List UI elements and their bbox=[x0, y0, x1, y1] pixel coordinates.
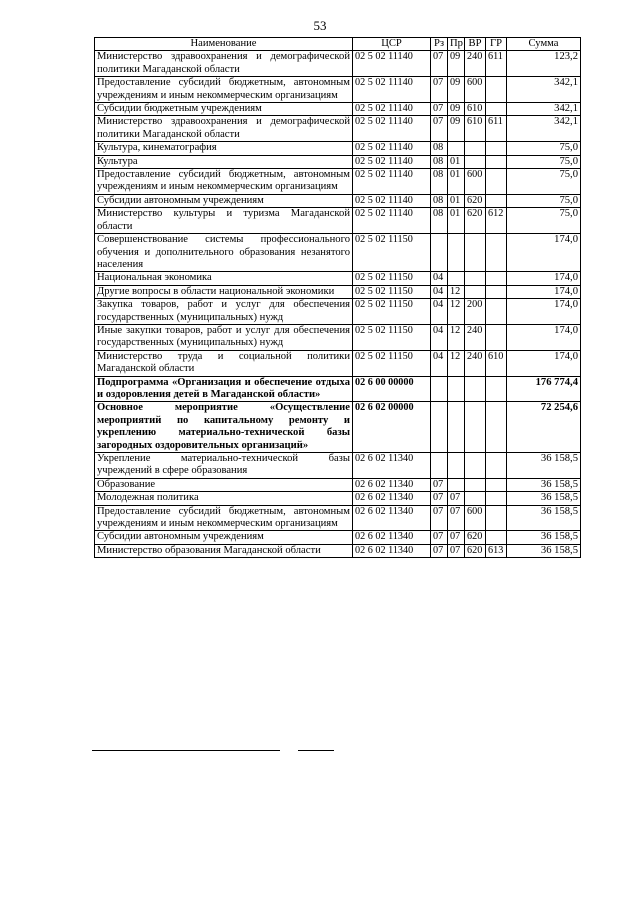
cell-pr: 09 bbox=[448, 116, 465, 142]
cell-vr: 240 bbox=[465, 51, 486, 77]
cell-gr: 610 bbox=[486, 350, 507, 376]
cell-csr: 02 6 02 00000 bbox=[353, 402, 431, 453]
cell-csr: 02 5 02 11140 bbox=[353, 77, 431, 103]
cell-rz: 07 bbox=[431, 478, 448, 491]
cell-rz: 07 bbox=[431, 531, 448, 544]
cell-name: Культура bbox=[95, 155, 353, 168]
cell-vr bbox=[465, 453, 486, 479]
cell-pr: 12 bbox=[448, 350, 465, 376]
cell-name: Молодежная политика bbox=[95, 492, 353, 505]
cell-gr bbox=[486, 453, 507, 479]
cell-name: Укрепление материально-технической базы учреждений в сфере образования bbox=[95, 453, 353, 479]
cell-sum: 174,0 bbox=[507, 324, 581, 350]
col-header-vr: ВР bbox=[465, 38, 486, 51]
table-row bbox=[95, 77, 581, 103]
cell-pr bbox=[448, 234, 465, 272]
cell-gr bbox=[486, 376, 507, 402]
cell-rz bbox=[431, 453, 448, 479]
table-row bbox=[95, 505, 581, 531]
cell-pr bbox=[448, 376, 465, 402]
cell-vr: 600 bbox=[465, 505, 486, 531]
cell-rz: 04 bbox=[431, 350, 448, 376]
cell-vr bbox=[465, 285, 486, 298]
cell-sum: 75,0 bbox=[507, 208, 581, 234]
cell-name: Субсидии автономным учреждениям bbox=[95, 531, 353, 544]
table-row bbox=[95, 116, 581, 142]
table-row bbox=[95, 169, 581, 195]
cell-vr bbox=[465, 272, 486, 285]
cell-sum: 36 158,5 bbox=[507, 492, 581, 505]
table-row bbox=[95, 142, 581, 155]
cell-vr: 240 bbox=[465, 350, 486, 376]
cell-sum: 36 158,5 bbox=[507, 453, 581, 479]
cell-name: Предоставление субсидий бюджетным, автономным учреждениям и иным некоммерческим организациям bbox=[95, 77, 353, 103]
cell-gr: 611 bbox=[486, 116, 507, 142]
table-row bbox=[95, 492, 581, 505]
cell-csr: 02 5 02 11150 bbox=[353, 324, 431, 350]
cell-pr bbox=[448, 142, 465, 155]
cell-gr bbox=[486, 478, 507, 491]
cell-vr bbox=[465, 492, 486, 505]
cell-rz: 07 bbox=[431, 51, 448, 77]
table-row bbox=[95, 324, 581, 350]
cell-name: Министерство труда и социальной политики Магаданской области bbox=[95, 350, 353, 376]
cell-vr: 600 bbox=[465, 169, 486, 195]
cell-gr: 612 bbox=[486, 208, 507, 234]
cell-sum: 342,1 bbox=[507, 77, 581, 103]
cell-name: Предоставление субсидий бюджетным, автономным учреждениям и иным некоммерческим организациям bbox=[95, 169, 353, 195]
cell-name: Иные закупки товаров, работ и услуг для обеспечения государственных (муниципальных) нужд bbox=[95, 324, 353, 350]
cell-vr: 600 bbox=[465, 77, 486, 103]
table-row bbox=[95, 272, 581, 285]
cell-csr: 02 6 00 00000 bbox=[353, 376, 431, 402]
cell-name: Министерство образования Магаданской области bbox=[95, 544, 353, 557]
cell-name: Министерство здравоохранения и демографической политики Магаданской области bbox=[95, 116, 353, 142]
table-row bbox=[95, 402, 581, 453]
cell-pr bbox=[448, 402, 465, 453]
cell-rz bbox=[431, 234, 448, 272]
cell-gr bbox=[486, 285, 507, 298]
cell-pr: 01 bbox=[448, 155, 465, 168]
cell-gr bbox=[486, 103, 507, 116]
cell-pr: 09 bbox=[448, 77, 465, 103]
cell-rz: 07 bbox=[431, 544, 448, 557]
table-row bbox=[95, 531, 581, 544]
cell-csr: 02 5 02 11150 bbox=[353, 350, 431, 376]
cell-gr: 611 bbox=[486, 51, 507, 77]
cell-name: Совершенствование системы профессионального обучения и дополнительного образования незанятого населения bbox=[95, 234, 353, 272]
cell-rz: 08 bbox=[431, 208, 448, 234]
cell-csr: 02 5 02 11140 bbox=[353, 169, 431, 195]
table-row bbox=[95, 350, 581, 376]
cell-pr bbox=[448, 272, 465, 285]
cell-csr: 02 5 02 11140 bbox=[353, 155, 431, 168]
cell-sum: 174,0 bbox=[507, 299, 581, 325]
cell-csr: 02 5 02 11150 bbox=[353, 285, 431, 298]
cell-rz: 08 bbox=[431, 155, 448, 168]
cell-gr bbox=[486, 142, 507, 155]
cell-vr: 610 bbox=[465, 103, 486, 116]
cell-csr: 02 6 02 11340 bbox=[353, 492, 431, 505]
cell-name: Национальная экономика bbox=[95, 272, 353, 285]
cell-sum: 75,0 bbox=[507, 142, 581, 155]
cell-sum: 36 158,5 bbox=[507, 505, 581, 531]
cell-vr: 200 bbox=[465, 299, 486, 325]
cell-gr bbox=[486, 492, 507, 505]
cell-pr: 07 bbox=[448, 544, 465, 557]
cell-vr bbox=[465, 478, 486, 491]
col-header-sum: Сумма bbox=[507, 38, 581, 51]
cell-vr: 620 bbox=[465, 531, 486, 544]
cell-sum: 176 774,4 bbox=[507, 376, 581, 402]
cell-rz: 08 bbox=[431, 169, 448, 195]
cell-sum: 75,0 bbox=[507, 155, 581, 168]
cell-vr bbox=[465, 402, 486, 453]
cell-sum: 36 158,5 bbox=[507, 544, 581, 557]
cell-name: Культура, кинематография bbox=[95, 142, 353, 155]
footer-rule-short bbox=[298, 750, 334, 751]
table-row bbox=[95, 285, 581, 298]
cell-vr bbox=[465, 376, 486, 402]
cell-csr: 02 6 02 11340 bbox=[353, 505, 431, 531]
cell-gr bbox=[486, 77, 507, 103]
cell-rz: 08 bbox=[431, 194, 448, 207]
table-row bbox=[95, 376, 581, 402]
cell-pr: 09 bbox=[448, 51, 465, 77]
cell-name: Субсидии бюджетным учреждениям bbox=[95, 103, 353, 116]
cell-csr: 02 5 02 11150 bbox=[353, 272, 431, 285]
cell-rz bbox=[431, 402, 448, 453]
cell-gr bbox=[486, 155, 507, 168]
cell-rz bbox=[431, 376, 448, 402]
col-header-gr: ГР bbox=[486, 38, 507, 51]
cell-sum: 342,1 bbox=[507, 103, 581, 116]
cell-csr: 02 5 02 11150 bbox=[353, 234, 431, 272]
cell-gr bbox=[486, 324, 507, 350]
cell-csr: 02 6 02 11340 bbox=[353, 478, 431, 491]
cell-rz: 07 bbox=[431, 116, 448, 142]
cell-csr: 02 5 02 11140 bbox=[353, 103, 431, 116]
table-row bbox=[95, 299, 581, 325]
cell-name: Предоставление субсидий бюджетным, автономным учреждениям и иным некоммерческим организациям bbox=[95, 505, 353, 531]
cell-name: Другие вопросы в области национальной экономики bbox=[95, 285, 353, 298]
cell-sum: 123,2 bbox=[507, 51, 581, 77]
cell-gr bbox=[486, 299, 507, 325]
cell-csr: 02 5 02 11140 bbox=[353, 208, 431, 234]
cell-vr bbox=[465, 155, 486, 168]
cell-csr: 02 5 02 11140 bbox=[353, 142, 431, 155]
cell-gr bbox=[486, 169, 507, 195]
cell-rz: 04 bbox=[431, 272, 448, 285]
cell-gr bbox=[486, 531, 507, 544]
cell-pr: 01 bbox=[448, 169, 465, 195]
table-row bbox=[95, 478, 581, 491]
budget-table bbox=[94, 37, 581, 558]
cell-vr: 620 bbox=[465, 194, 486, 207]
cell-pr bbox=[448, 478, 465, 491]
cell-gr bbox=[486, 272, 507, 285]
table-row bbox=[95, 51, 581, 77]
col-header-name: Наименование bbox=[95, 38, 353, 51]
cell-pr: 07 bbox=[448, 531, 465, 544]
cell-csr: 02 6 02 11340 bbox=[353, 453, 431, 479]
cell-pr: 09 bbox=[448, 103, 465, 116]
cell-name: Министерство культуры и туризма Магаданской области bbox=[95, 208, 353, 234]
cell-rz: 08 bbox=[431, 142, 448, 155]
cell-rz: 07 bbox=[431, 492, 448, 505]
cell-rz: 07 bbox=[431, 103, 448, 116]
cell-sum: 36 158,5 bbox=[507, 531, 581, 544]
cell-pr: 01 bbox=[448, 194, 465, 207]
cell-gr bbox=[486, 234, 507, 272]
cell-sum: 36 158,5 bbox=[507, 478, 581, 491]
cell-name: Подпрограмма «Организация и обеспечение отдыха и оздоровления детей в Магаданской области» bbox=[95, 376, 353, 402]
cell-gr: 613 bbox=[486, 544, 507, 557]
table-row bbox=[95, 453, 581, 479]
cell-name: Субсидии автономным учреждениям bbox=[95, 194, 353, 207]
cell-sum: 75,0 bbox=[507, 194, 581, 207]
cell-vr bbox=[465, 234, 486, 272]
cell-vr bbox=[465, 142, 486, 155]
cell-name: Министерство здравоохранения и демографической политики Магаданской области bbox=[95, 51, 353, 77]
table-row bbox=[95, 194, 581, 207]
cell-sum: 174,0 bbox=[507, 272, 581, 285]
table-row bbox=[95, 208, 581, 234]
cell-csr: 02 5 02 11140 bbox=[353, 51, 431, 77]
cell-rz: 04 bbox=[431, 285, 448, 298]
col-header-pr: Пр bbox=[448, 38, 465, 51]
table-row bbox=[95, 234, 581, 272]
table-row bbox=[95, 544, 581, 557]
cell-name: Основное мероприятие «Осуществление мероприятий по капитальному ремонту и укреплению материально-технической базы загородных оздоровительных организаций» bbox=[95, 402, 353, 453]
cell-rz: 04 bbox=[431, 299, 448, 325]
header-row bbox=[95, 38, 581, 51]
cell-csr: 02 6 02 11340 bbox=[353, 544, 431, 557]
col-header-csr: ЦСР bbox=[353, 38, 431, 51]
table-row bbox=[95, 155, 581, 168]
cell-csr: 02 5 02 11140 bbox=[353, 116, 431, 142]
cell-pr: 07 bbox=[448, 505, 465, 531]
cell-pr: 07 bbox=[448, 492, 465, 505]
cell-name: Закупка товаров, работ и услуг для обеспечения государственных (муниципальных) нужд bbox=[95, 299, 353, 325]
cell-sum: 342,1 bbox=[507, 116, 581, 142]
cell-vr: 620 bbox=[465, 208, 486, 234]
cell-pr: 12 bbox=[448, 299, 465, 325]
cell-sum: 72 254,6 bbox=[507, 402, 581, 453]
cell-vr: 610 bbox=[465, 116, 486, 142]
cell-gr bbox=[486, 194, 507, 207]
col-header-rz: Рз bbox=[431, 38, 448, 51]
cell-rz: 07 bbox=[431, 505, 448, 531]
cell-csr: 02 5 02 11140 bbox=[353, 194, 431, 207]
cell-rz: 04 bbox=[431, 324, 448, 350]
page-number: 53 bbox=[313, 18, 327, 33]
cell-sum: 174,0 bbox=[507, 350, 581, 376]
cell-pr: 01 bbox=[448, 208, 465, 234]
cell-csr: 02 5 02 11150 bbox=[353, 299, 431, 325]
cell-pr: 12 bbox=[448, 324, 465, 350]
cell-pr bbox=[448, 453, 465, 479]
table-row bbox=[95, 103, 581, 116]
cell-name: Образование bbox=[95, 478, 353, 491]
cell-rz: 07 bbox=[431, 77, 448, 103]
cell-sum: 174,0 bbox=[507, 234, 581, 272]
cell-vr: 240 bbox=[465, 324, 486, 350]
cell-gr bbox=[486, 402, 507, 453]
cell-gr bbox=[486, 505, 507, 531]
cell-vr: 620 bbox=[465, 544, 486, 557]
cell-sum: 75,0 bbox=[507, 169, 581, 195]
footer-rule bbox=[92, 750, 280, 751]
cell-pr: 12 bbox=[448, 285, 465, 298]
cell-sum: 174,0 bbox=[507, 285, 581, 298]
cell-csr: 02 6 02 11340 bbox=[353, 531, 431, 544]
